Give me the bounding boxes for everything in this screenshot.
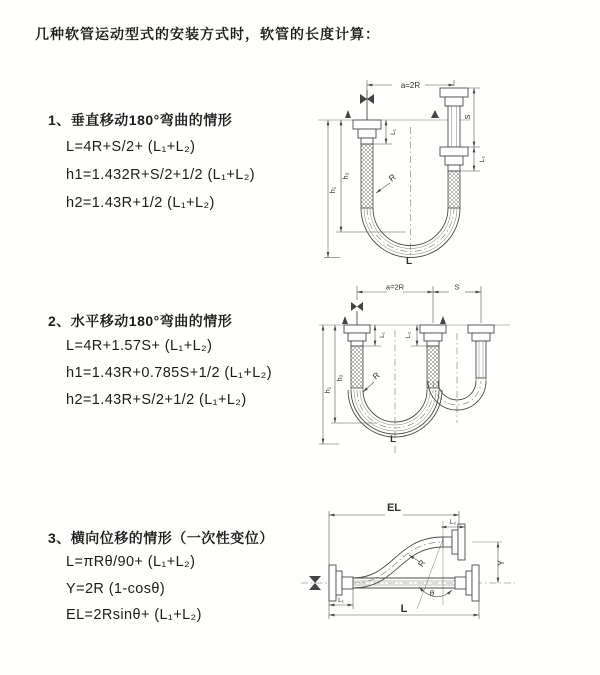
page-title: 几种软管运动型式的安装方式时，软管的长度计算： bbox=[35, 26, 380, 42]
hose-assembly bbox=[329, 524, 479, 601]
dim-l-label: L bbox=[405, 256, 413, 267]
motion-arrow-up bbox=[345, 110, 439, 118]
section-3-formula-Y: Y=2R (1-cosθ) bbox=[66, 581, 166, 597]
section-2-formula-h2: h2=1.43R+S/2+1/2 (L₁+L₂) bbox=[66, 392, 247, 408]
dim-l1-label: L₁ bbox=[390, 129, 397, 135]
dim-l1-label: L₁ bbox=[338, 597, 344, 604]
dim-h2-label: h₂ bbox=[335, 374, 344, 382]
diagram-vertical-180 bbox=[308, 72, 592, 267]
dimension-labels bbox=[328, 81, 486, 267]
section-1-formula-L: L=4R+S/2+ (L₁+L₂) bbox=[66, 139, 196, 155]
dim-h1-label: h₁ bbox=[323, 386, 332, 394]
section-2-formula-L: L=4R+1.57S+ (L₁+L₂) bbox=[66, 338, 213, 354]
section-1-formula-h2: h2=1.43R+1/2 (L₁+L₂) bbox=[66, 195, 215, 211]
section-1-heading: 1、垂直移动180°弯曲的情形 bbox=[48, 112, 233, 128]
valve-icon bbox=[351, 302, 363, 311]
section-3-formula-L: L=πRθ/90+ (L₁+L₂) bbox=[66, 554, 196, 570]
dim-theta-label: θ bbox=[429, 589, 435, 598]
dim-h1-label: h₁ bbox=[328, 186, 337, 194]
dim-l2-label: L₂ bbox=[479, 155, 486, 163]
dimension-labels bbox=[338, 502, 506, 615]
dim-r-label: R bbox=[370, 369, 382, 382]
motion-arrow-up bbox=[342, 316, 446, 324]
dim-l-label: L bbox=[400, 603, 408, 615]
dimension-lines bbox=[319, 286, 481, 444]
dim-a2r-label: a=2R bbox=[400, 81, 421, 90]
dim-s-label: S bbox=[454, 282, 460, 292]
dim-r-label: R bbox=[386, 171, 398, 184]
dim-l1-label: L₁ bbox=[379, 332, 386, 338]
section-3-formula-EL: EL=2Rsinθ+ (L₁+L₂) bbox=[66, 607, 202, 623]
dim-l2-label: L₂ bbox=[405, 331, 412, 339]
hose-assembly bbox=[344, 325, 494, 437]
section-2-heading: 2、水平移动180°弯曲的情形 bbox=[48, 313, 233, 329]
dim-l2-label: L₂ bbox=[449, 519, 457, 526]
dim-a2r-label: a=2R bbox=[385, 282, 405, 292]
dim-h2-label: h₂ bbox=[341, 172, 350, 180]
dim-l-label: L bbox=[390, 434, 396, 445]
diagram-lateral-displacement bbox=[293, 493, 597, 663]
diagram-horizontal-180 bbox=[305, 278, 597, 468]
dim-el-label: EL bbox=[386, 502, 402, 514]
dim-y-label: Y bbox=[496, 559, 506, 567]
section-3-heading: 3、横向位移的情形（一次性变位） bbox=[48, 530, 274, 546]
section-1-formula-h1: h1=1.432R+S/2+1/2 (L₁+L₂) bbox=[66, 167, 256, 183]
dim-r-label: R bbox=[415, 557, 428, 569]
section-2-formula-h1: h1=1.43R+0.785S+1/2 (L₁+L₂) bbox=[66, 365, 272, 381]
dim-s-label: S bbox=[463, 114, 472, 120]
